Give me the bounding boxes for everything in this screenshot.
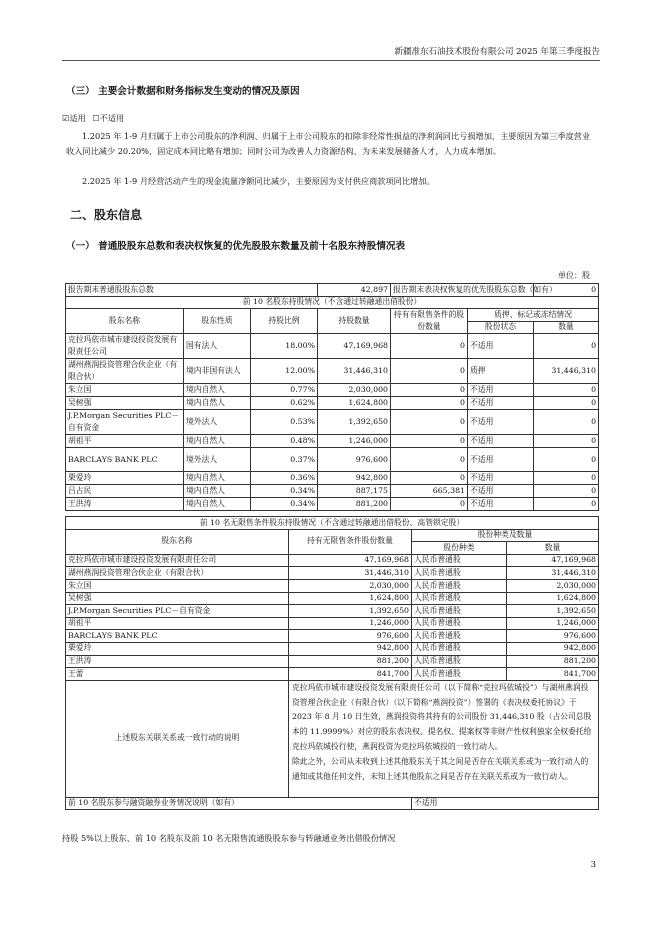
share-kind-quantity: 31,446,310 bbox=[507, 567, 599, 580]
shareholder-row bbox=[66, 397, 599, 410]
header-pledge-quantity: 数量 bbox=[534, 321, 599, 334]
relation-text-1: 克拉玛依市城市建设投资发展有限责任公司（以下简称“克拉玛依城投”）与湖州燕润投资管理合伙企业（有限合伙）（以下简称“燕润投资”）签署的《表决权委托协议》于 2023 年 8 月 10 日生效，燕润投资将其持有的公司股份 31,446,310 股（占公司总股本的 11.9999%）对应的股东表决权、提名权、提案权等非财产性权利独家全权委托给克拉玛依城投行使，燕润投资为克拉玛依城投的一致行动人。 bbox=[292, 682, 592, 751]
holding-ratio: 0.77% bbox=[251, 384, 318, 397]
top10-caption: 前 10 名股东持股情况（不含通过转融通出借股份） bbox=[66, 296, 599, 309]
shareholder-nature: 境内自然人 bbox=[184, 435, 251, 448]
unrestricted-quantity: 841,700 bbox=[289, 668, 412, 681]
unrestricted-row bbox=[66, 554, 599, 567]
holding-ratio: 0.62% bbox=[251, 397, 318, 410]
unrestricted-quantity: 976,600 bbox=[289, 630, 412, 643]
unrestricted-row bbox=[66, 655, 599, 668]
restricted-shares: 0 bbox=[391, 397, 468, 410]
pledge-quantity: 0 bbox=[534, 498, 599, 511]
pledge-state: 不适用 bbox=[468, 472, 534, 485]
pledge-state: 不适用 bbox=[468, 410, 534, 435]
pledge-quantity: 0 bbox=[534, 485, 599, 498]
unrestricted-row bbox=[66, 617, 599, 630]
holding-ratio: 0.34% bbox=[251, 498, 318, 511]
explanation-paragraph-2: 2.2025 年 1-9 月经营活动产生的现金流量净额同比减少，主要原因为支付供应商款项同比增加。 bbox=[82, 176, 435, 186]
unrestricted-quantity: 31,446,310 bbox=[289, 567, 412, 580]
unrestricted-quantity: 942,800 bbox=[289, 642, 412, 655]
shareholder-row bbox=[66, 472, 599, 485]
share-kind: 人民币普通股 bbox=[412, 592, 507, 605]
holding-quantity: 887,175 bbox=[318, 485, 391, 498]
holding-quantity: 881,200 bbox=[318, 498, 391, 511]
header-unrestricted-quantity: 持有无限售条件股份数量 bbox=[289, 529, 412, 554]
common-shareholders-label: 报告期末普通股股东总数 bbox=[66, 284, 318, 297]
share-kind-quantity: 2,030,000 bbox=[507, 579, 599, 592]
shareholder-name: 吴树强 bbox=[66, 397, 184, 410]
unrestricted-name: 王洪涛 bbox=[66, 655, 289, 668]
share-kind-quantity: 47,169,968 bbox=[507, 554, 599, 567]
shareholder-name: 栗爱玲 bbox=[66, 472, 184, 485]
explanation-paragraph-1: 1.2025 年 1-9 月归属于上市公司股东的净利润、归属于上市公司股东的扣除非经常性损益的净利润同比亏损增加，主要原因为第三季度营业收入同比减少 20.20%，固定成本同比略有增加；同时公司为改善人力资源结构、为未来发展储备人才，人力成本增加。 bbox=[66, 131, 591, 156]
header-divider bbox=[62, 60, 600, 61]
shareholder-nature: 境外法人 bbox=[184, 448, 251, 472]
margin-trading-value: 不适用 bbox=[412, 797, 599, 810]
pledge-state: 不适用 bbox=[468, 498, 534, 511]
unrestricted-name: 栗爱玲 bbox=[66, 642, 289, 655]
header-unrestricted-name: 股东名称 bbox=[66, 529, 289, 554]
shareholder-row bbox=[66, 359, 599, 384]
restricted-shares: 0 bbox=[391, 384, 468, 397]
share-kind: 人民币普通股 bbox=[412, 655, 507, 668]
holding-ratio: 0.48% bbox=[251, 435, 318, 448]
pledge-quantity: 0 bbox=[534, 334, 599, 359]
unrestricted-name: J.P.Morgan Securities PLC－自有资金 bbox=[66, 605, 289, 618]
header-share-kind-group: 股份种类及数量 bbox=[412, 529, 599, 542]
shareholder-name: 朱立国 bbox=[66, 384, 184, 397]
unrestricted-row bbox=[66, 579, 599, 592]
pledge-quantity: 0 bbox=[534, 448, 599, 472]
shareholder-name: 胡祖平 bbox=[66, 435, 184, 448]
shareholder-name: 吕占民 bbox=[66, 485, 184, 498]
shareholder-row bbox=[66, 410, 599, 435]
unrestricted-quantity: 47,169,968 bbox=[289, 554, 412, 567]
share-kind: 人民币普通股 bbox=[412, 605, 507, 618]
unrestricted-row bbox=[66, 668, 599, 681]
share-kind: 人民币普通股 bbox=[412, 642, 507, 655]
restricted-shares: 0 bbox=[391, 472, 468, 485]
holding-quantity: 1,392,650 bbox=[318, 410, 391, 435]
header-pledge-state: 股份状态 bbox=[468, 321, 534, 334]
share-kind: 人民币普通股 bbox=[412, 579, 507, 592]
unrestricted-quantity: 1,246,000 bbox=[289, 617, 412, 630]
header-restricted-shares: 持有有限售条件的股份数量 bbox=[391, 309, 468, 334]
top10-shareholders-table bbox=[65, 283, 599, 511]
share-kind: 人民币普通股 bbox=[412, 668, 507, 681]
shareholder-row bbox=[66, 448, 599, 472]
holding-quantity: 2,030,000 bbox=[318, 384, 391, 397]
shareholder-row bbox=[66, 334, 599, 359]
holding-ratio: 18.00% bbox=[251, 334, 318, 359]
checkbox-applicable: ☑适用 bbox=[62, 113, 86, 123]
share-kind-quantity: 1,624,800 bbox=[507, 592, 599, 605]
restricted-shares: 665,381 bbox=[391, 485, 468, 498]
shareholder-nature: 境内自然人 bbox=[184, 498, 251, 511]
holding-ratio: 0.34% bbox=[251, 485, 318, 498]
preferred-shareholders-value: 0 bbox=[534, 284, 599, 297]
subsection1-title: （一） 普通股股东总数和表决权恢复的优先股股东数量及前十名股东持股情况表 bbox=[66, 241, 406, 252]
holding-quantity: 976,600 bbox=[318, 448, 391, 472]
pledge-quantity: 31,446,310 bbox=[534, 359, 599, 384]
holding-ratio: 0.37% bbox=[251, 448, 318, 472]
pledge-state: 不适用 bbox=[468, 334, 534, 359]
shareholder-nature: 境内自然人 bbox=[184, 472, 251, 485]
pledge-quantity: 0 bbox=[534, 410, 599, 435]
margin-trading-label: 前 10 名股东参与融资融券业务情况说明（如有） bbox=[66, 797, 412, 810]
share-kind: 人民币普通股 bbox=[412, 617, 507, 630]
securities-lending-note: 持股 5%以上股东、前 10 名股东及前 10 名无限售流通股股东参与转融通业务出借股份情况 bbox=[62, 833, 396, 843]
pledge-state: 不适用 bbox=[468, 485, 534, 498]
unrestricted-quantity: 1,624,800 bbox=[289, 592, 412, 605]
shareholder-name: BARCLAYS BANK PLC bbox=[66, 448, 184, 472]
pledge-state: 不适用 bbox=[468, 384, 534, 397]
shareholder-name: 湖州燕润投资管理合伙企业（有限合伙） bbox=[66, 359, 184, 384]
shareholder-nature: 国有法人 bbox=[184, 334, 251, 359]
holding-ratio: 12.00% bbox=[251, 359, 318, 384]
restricted-shares: 0 bbox=[391, 410, 468, 435]
header-share-kind-quantity: 数量 bbox=[507, 542, 599, 555]
unrestricted-shareholders-table bbox=[65, 516, 599, 810]
applicable-checkline bbox=[62, 113, 124, 124]
holding-quantity: 47,169,968 bbox=[318, 334, 391, 359]
shareholder-row bbox=[66, 384, 599, 397]
unrestricted-name: 王蕾 bbox=[66, 668, 289, 681]
restricted-shares: 0 bbox=[391, 334, 468, 359]
unrestricted-quantity: 881,200 bbox=[289, 655, 412, 668]
common-shareholders-value: 42,897 bbox=[318, 284, 391, 297]
header-holding-quantity: 持股数量 bbox=[318, 309, 391, 334]
holding-quantity: 1,246,000 bbox=[318, 435, 391, 448]
share-kind-quantity: 976,600 bbox=[507, 630, 599, 643]
unrestricted-caption: 前 10 名无限售条件股东持股情况（不含通过转融通出借股份、高管锁定股） bbox=[66, 517, 599, 530]
relation-label: 上述股东关联关系或一致行动的说明 bbox=[66, 680, 289, 797]
pledge-quantity: 0 bbox=[534, 384, 599, 397]
shareholder-nature: 境外法人 bbox=[184, 410, 251, 435]
unrestricted-name: 吴树强 bbox=[66, 592, 289, 605]
relation-description bbox=[289, 680, 599, 797]
pledge-quantity: 0 bbox=[534, 397, 599, 410]
unrestricted-name: 朱立国 bbox=[66, 579, 289, 592]
unrestricted-row bbox=[66, 567, 599, 580]
shareholder-nature: 境内自然人 bbox=[184, 485, 251, 498]
unrestricted-name: 湖州燕润投资管理合伙企业（有限合伙） bbox=[66, 567, 289, 580]
shareholder-nature: 境内自然人 bbox=[184, 384, 251, 397]
unrestricted-row bbox=[66, 592, 599, 605]
header-pledge-group: 质押、标记或冻结情况 bbox=[468, 309, 599, 322]
share-kind: 人民币普通股 bbox=[412, 630, 507, 643]
pledge-state: 质押 bbox=[468, 359, 534, 384]
share-kind-quantity: 942,800 bbox=[507, 642, 599, 655]
checkbox-not-applicable: ☐不适用 bbox=[92, 113, 125, 123]
unrestricted-name: BARCLAYS BANK PLC bbox=[66, 630, 289, 643]
shareholder-name: 克拉玛依市城市建设投资发展有限责任公司 bbox=[66, 334, 184, 359]
holding-quantity: 1,624,800 bbox=[318, 397, 391, 410]
share-kind-quantity: 841,700 bbox=[507, 668, 599, 681]
pledge-state: 不适用 bbox=[468, 435, 534, 448]
section-shareholder-info-title: 二、股东信息 bbox=[70, 208, 143, 222]
shareholder-row bbox=[66, 435, 599, 448]
share-kind-quantity: 1,392,650 bbox=[507, 605, 599, 618]
header-shareholder-nature: 股东性质 bbox=[184, 309, 251, 334]
restricted-shares: 0 bbox=[391, 435, 468, 448]
share-kind: 人民币普通股 bbox=[412, 554, 507, 567]
pledge-state: 不适用 bbox=[468, 397, 534, 410]
share-kind: 人民币普通股 bbox=[412, 567, 507, 580]
shareholder-nature: 境内自然人 bbox=[184, 397, 251, 410]
preferred-shareholders-label: 报告期末表决权恢复的优先股股东总数（如有） bbox=[391, 284, 534, 297]
shareholder-name: 王洪涛 bbox=[66, 498, 184, 511]
shareholder-nature: 境内非国有法人 bbox=[184, 359, 251, 384]
header-share-kind: 股份种类 bbox=[412, 542, 507, 555]
report-header: 新疆准东石油技术股份有限公司 2025 年第三季度报告 bbox=[394, 47, 600, 57]
unrestricted-name: 克拉玛依市城市建设投资发展有限责任公司 bbox=[66, 554, 289, 567]
pledge-state: 不适用 bbox=[468, 448, 534, 472]
shareholder-name: J.P.Morgan Securities PLC－自有资金 bbox=[66, 410, 184, 435]
restricted-shares: 0 bbox=[391, 448, 468, 472]
holding-quantity: 31,446,310 bbox=[318, 359, 391, 384]
holding-ratio: 0.36% bbox=[251, 472, 318, 485]
unrestricted-quantity: 2,030,000 bbox=[289, 579, 412, 592]
holding-quantity: 942,800 bbox=[318, 472, 391, 485]
unrestricted-name: 胡祖平 bbox=[66, 617, 289, 630]
share-kind-quantity: 881,200 bbox=[507, 655, 599, 668]
pledge-quantity: 0 bbox=[534, 435, 599, 448]
restricted-shares: 0 bbox=[391, 498, 468, 511]
section3-title: （三） 主要会计数据和财务指标发生变动的情况及原因 bbox=[66, 86, 300, 97]
relation-text-2: 除此之外，公司从未收到上述其他股东关于其之间是否存在关联关系或为一致行动人的通知或其他任何文件，未知上述其他股东之间是否存在关联关系或为一致行动人。 bbox=[292, 756, 589, 781]
page-number: 3 bbox=[590, 860, 596, 870]
header-holding-ratio: 持股比例 bbox=[251, 309, 318, 334]
pledge-quantity: 0 bbox=[534, 472, 599, 485]
shareholder-row bbox=[66, 498, 599, 511]
holding-ratio: 0.53% bbox=[251, 410, 318, 435]
header-shareholder-name: 股东名称 bbox=[66, 309, 184, 334]
unrestricted-quantity: 1,392,650 bbox=[289, 605, 412, 618]
unrestricted-row bbox=[66, 605, 599, 618]
unit-label: 单位：股 bbox=[558, 271, 590, 280]
restricted-shares: 0 bbox=[391, 359, 468, 384]
share-kind-quantity: 1,246,000 bbox=[507, 617, 599, 630]
unrestricted-row bbox=[66, 630, 599, 643]
unrestricted-row bbox=[66, 642, 599, 655]
shareholder-row bbox=[66, 485, 599, 498]
